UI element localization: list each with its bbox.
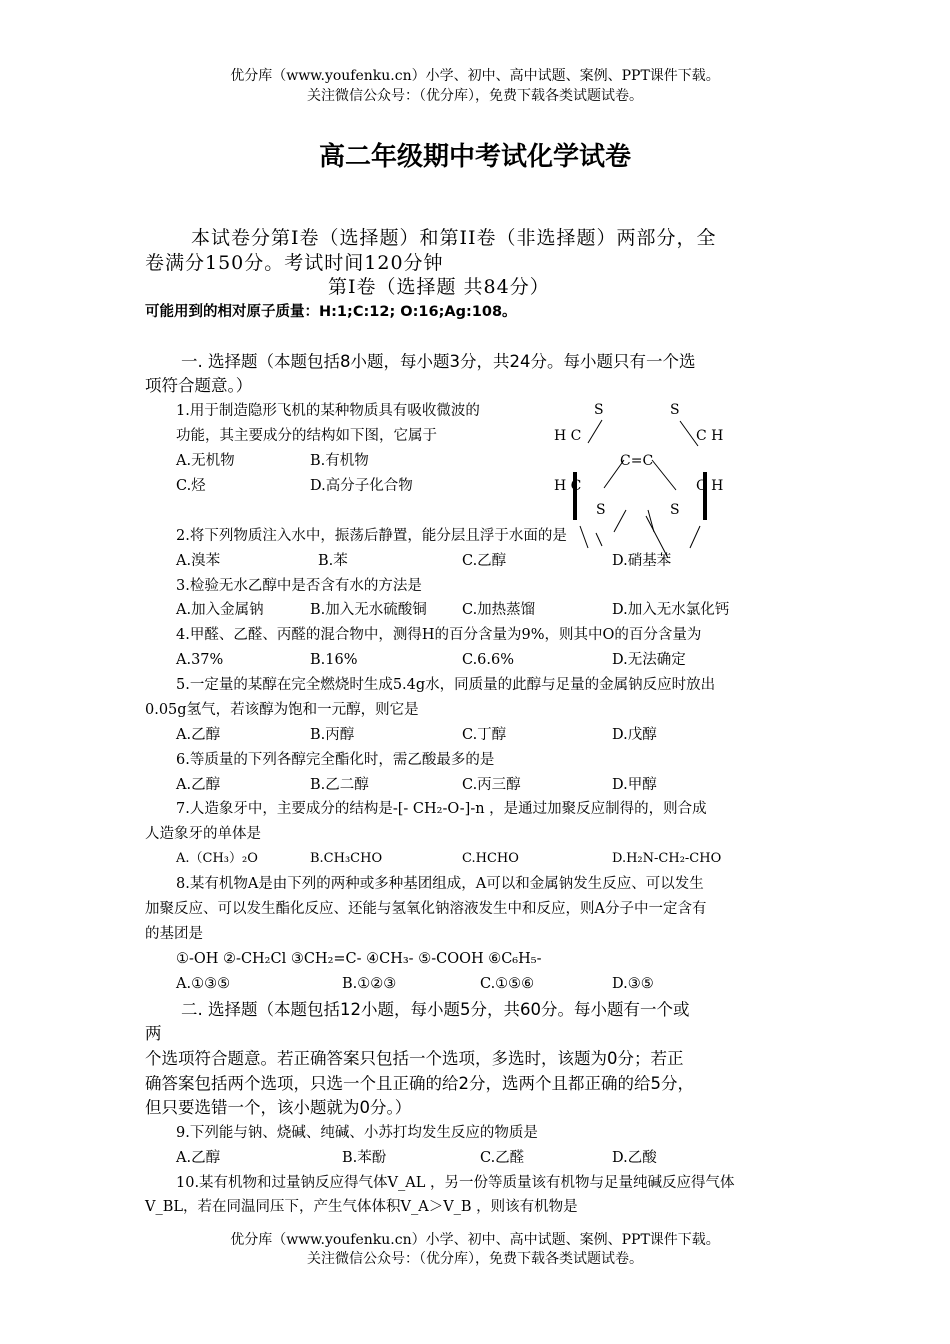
section1-line-1: 一. 选择题（本题包括8小题，每小题3分，共24分。每小题只有一个选 bbox=[181, 352, 696, 371]
atom-s-top-right: S bbox=[670, 402, 680, 418]
molecule-structure bbox=[540, 398, 740, 573]
q8-option-b: B.①②③ bbox=[342, 976, 397, 992]
intro-line-2: 卷满分150分。考试时间120分钟 bbox=[145, 252, 444, 274]
q2-option-b: B.苯 bbox=[318, 553, 348, 569]
q5-option-d: D.戊醇 bbox=[612, 727, 657, 743]
q2-option-d: D.硝基苯 bbox=[612, 553, 672, 569]
q9-option-c: C.乙醛 bbox=[480, 1150, 525, 1166]
q7-option-b: B.CH₃CHO bbox=[310, 851, 383, 866]
q9-option-b: B.苯酚 bbox=[342, 1150, 387, 1166]
q2-stem: 2.将下列物质注入水中，振荡后静置，能分层且浮于水面的是 bbox=[176, 528, 567, 544]
q3-stem: 3.检验无水乙醇中是否含有水的方法是 bbox=[176, 578, 422, 594]
q6-option-b: B.乙二醇 bbox=[310, 777, 369, 793]
footer-line-1: 优分库（www.youfenku.cn）小学、初中、高中试题、案例、PPT课件下载。 bbox=[230, 1232, 720, 1248]
q8-option-c: C.①⑤⑥ bbox=[480, 976, 535, 992]
q8-stem-line-1: 8.某有机物A是由下列的两种或多种基团组成，A可以和金属钠发生反应、可以发生 bbox=[176, 876, 704, 892]
q3-option-b: B.加入无水硫酸铜 bbox=[310, 602, 427, 618]
q5-stem-line-1: 5.一定量的某醇在完全燃烧时生成5.4g水，同质量的此醇与足量的金属钠反应时放出 bbox=[176, 677, 716, 693]
atom-hc-bottom-left: H C bbox=[554, 478, 582, 494]
q7-stem-line-1: 7.人造象牙中，主要成分的结构是-[- CH₂-O-]-n ，是通过加聚反应制得的，则合成 bbox=[176, 801, 707, 817]
q1-option-c: C.烃 bbox=[176, 478, 206, 494]
q4-option-d: D.无法确定 bbox=[612, 652, 686, 668]
header-line-1: 优分库（www.youfenku.cn）小学、初中、高中试题、案例、PPT课件下载。 bbox=[230, 68, 720, 84]
q4-stem: 4.甲醛、乙醛、丙醛的混合物中，测得H的百分含量为9%，则其中O的百分含量为 bbox=[176, 627, 702, 643]
atom-ch-top-right: C H bbox=[696, 428, 724, 444]
section2-line-1: 二. 选择题（本题包括12小题，每小题5分，共60分。每小题有一个或 bbox=[181, 1000, 690, 1019]
q9-option-a: A.乙醇 bbox=[176, 1150, 221, 1166]
q7-option-d: D.H₂N-CH₂-CHO bbox=[612, 851, 722, 866]
q8-groups: ①-OH ②-CH₂Cl ③CH₂=C- ④CH₃- ⑤-COOH ⑥C₆H₅- bbox=[176, 951, 542, 967]
section2-line-5: 但只要选错一个，该小题就为0分。） bbox=[145, 1098, 412, 1117]
atom-s-bottom-right: S bbox=[670, 502, 680, 518]
q4-option-b: B.16% bbox=[310, 652, 358, 668]
q8-stem-line-2: 加聚反应、可以发生酯化反应、还能与氢氧化钠溶液发生中和反应，则A分子中一定含有 bbox=[145, 901, 707, 917]
atom-s-top-left: S bbox=[594, 402, 604, 418]
atom-center-cc: C=C bbox=[620, 453, 654, 469]
atom-s-bottom-left: S bbox=[596, 502, 606, 518]
atom-ch-bottom-right: C H bbox=[696, 478, 724, 494]
section1-line-2: 项符合题意。） bbox=[145, 376, 253, 395]
q4-option-c: C.6.6% bbox=[462, 652, 515, 668]
q3-option-d: D.加入无水氯化钙 bbox=[612, 602, 730, 618]
q6-option-d: D.甲醇 bbox=[612, 777, 657, 793]
q2-option-a: A.溴苯 bbox=[176, 553, 221, 569]
intro-line-1: 本试卷分第Ⅰ卷（选择题）和第II卷（非选择题）两部分，全 bbox=[191, 227, 717, 249]
q3-option-a: A.加入金属钠 bbox=[176, 602, 264, 618]
q5-stem-line-2: 0.05g氢气，若该醇为饱和一元醇，则它是 bbox=[145, 702, 419, 718]
q7-stem-line-2: 人造象牙的单体是 bbox=[145, 826, 261, 842]
section2-line-2: 两 bbox=[145, 1024, 162, 1043]
q8-stem-line-3: 的基团是 bbox=[145, 926, 203, 942]
q6-option-a: A.乙醇 bbox=[176, 777, 221, 793]
q1-stem-line-2: 功能，其主要成分的结构如下图，它属于 bbox=[176, 428, 437, 444]
atomic-mass-note: 可能用到的相对原子质量：H:1;C:12; O:16;Ag:108。 bbox=[145, 304, 517, 320]
q1-option-a: A.无机物 bbox=[176, 453, 235, 469]
q7-option-a: A.（CH₃）₂O bbox=[176, 851, 258, 866]
q1-stem-line-1: 1.用于制造隐形飞机的某种物质具有吸收微波的 bbox=[176, 403, 480, 419]
q5-option-c: C.丁醇 bbox=[462, 727, 507, 743]
q10-stem-line-2: V_BL，若在同温同压下，产生气体体积V_A＞V_B ，则该有机物是 bbox=[145, 1199, 578, 1215]
q3-option-c: C.加热蒸馏 bbox=[462, 602, 536, 618]
q8-option-d: D.③⑤ bbox=[612, 976, 654, 992]
q9-option-d: D.乙酸 bbox=[612, 1150, 657, 1166]
q5-option-a: A.乙醇 bbox=[176, 727, 221, 743]
section2-line-4: 确答案包括两个选项，只选一个且正确的给2分，选两个且都正确的给5分， bbox=[145, 1074, 694, 1093]
page-title: 高二年级期中考试化学试卷 bbox=[318, 142, 631, 172]
q4-option-a: A.37% bbox=[176, 652, 224, 668]
footer-line-2: 关注微信公众号：（优分库），免费下载各类试题试卷。 bbox=[307, 1251, 643, 1267]
atom-hc-top-left: H C bbox=[554, 428, 582, 444]
q5-option-b: B.丙醇 bbox=[310, 727, 355, 743]
q2-option-c: C.乙醇 bbox=[462, 553, 507, 569]
q6-option-c: C.丙三醇 bbox=[462, 777, 521, 793]
q6-stem: 6.等质量的下列各醇完全酯化时，需乙酸最多的是 bbox=[176, 752, 495, 768]
q9-stem: 9.下列能与钠、烧碱、纯碱、小苏打均发生反应的物质是 bbox=[176, 1125, 538, 1141]
header-line-2: 关注微信公众号：（优分库），免费下载各类试题试卷。 bbox=[307, 88, 643, 104]
q8-option-a: A.①③⑤ bbox=[176, 976, 231, 992]
q1-option-d: D.高分子化合物 bbox=[310, 478, 413, 494]
part1-heading: 第Ⅰ卷（选择题 共84分） bbox=[328, 276, 550, 298]
section2-line-3: 个选项符合题意。若正确答案只包括一个选项，多选时，该题为0分；若正 bbox=[145, 1049, 684, 1068]
q1-option-b: B.有机物 bbox=[310, 453, 369, 469]
q7-option-c: C.HCHO bbox=[462, 851, 519, 866]
q10-stem-line-1: 10.某有机物和过量钠反应得气体V_AL ，另一份等质量该有机物与足量纯碱反应得气体 bbox=[176, 1175, 735, 1191]
